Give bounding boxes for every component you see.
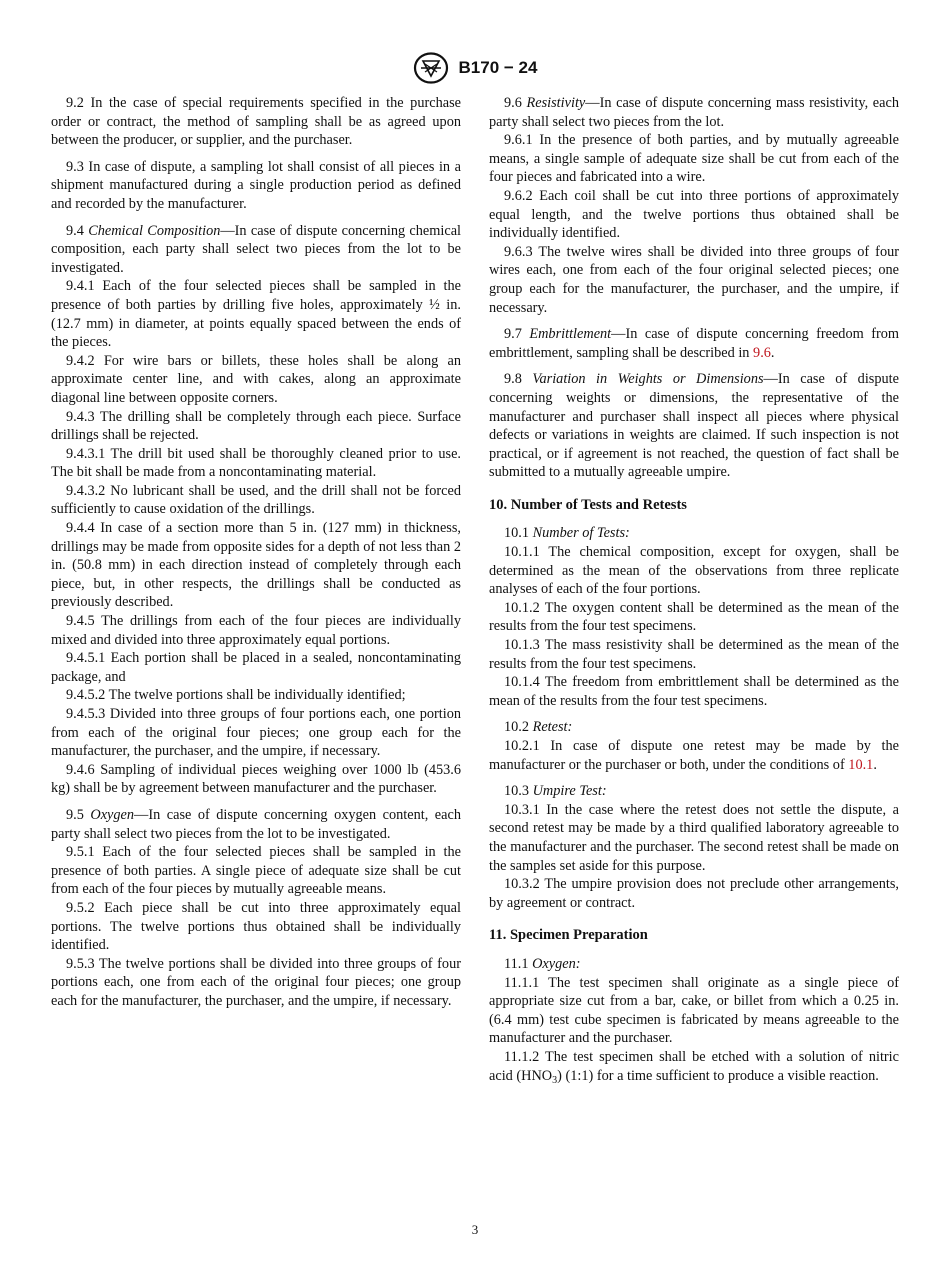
section-10-2-1: 10.2.1 In case of dispute one retest may be made by the manufacturer or the purchaser or both, under the conditions of 10.1. <box>489 738 899 773</box>
section-9-4-3: 9.4.3 The drilling shall be completely through each piece. Surface drillings shall be rejected. <box>51 408 461 444</box>
section-9-5-1: 9.5.1 Each of the four selected pieces shall be sampled in the presence of both parties. A single piece of adequate size shall be cut from each of the four pieces by mutually agreeable means. <box>51 844 461 898</box>
section-11-1: 11.1 Oxygen: <box>504 955 581 972</box>
standard-designation: B170 − 24 <box>458 58 538 77</box>
section-9-4-1: 9.4.1 Each of the four selected pieces shall be sampled in the presence of both parties by drilling five holes, approximately ½ in. (12.7 mm) in diameter, at points equally spaced between the ends of the pieces. <box>51 278 461 351</box>
section-10-2: 10.2 Retest: <box>504 719 573 736</box>
section-9-5: 9.5 Oxygen—In case of dispute concerning oxygen content, each party shall select two pieces from the lot to be investigated. <box>51 806 461 842</box>
left-column <box>51 94 461 1011</box>
section-title: Chemical Composition <box>88 222 221 239</box>
page-number: 3 <box>471 1222 479 1237</box>
section-9-4-5: 9.4.5 The drillings from each of the four pieces are individually mixed and divided into three approximately equal portions. <box>51 613 461 648</box>
section-9-4-5-2: 9.4.5.2 The twelve portions shall be individually identified; <box>66 687 406 704</box>
section-10-1-2: 10.1.2 The oxygen content shall be determined as the mean of the results from the four test specimens. <box>489 599 899 635</box>
section-9-6-1: 9.6.1 In the presence of both parties, and by mutually agreeable means, a single sample of adequate size shall be cut from each of the four pieces and fabricated into a wire. <box>489 132 899 186</box>
section-10-1-3: 10.1.3 The mass resistivity shall be determined as the mean of the results from the four test specimens. <box>489 637 899 672</box>
section-11-1-2: 11.1.2 The test specimen shall be etched with a solution of nitric acid $(HNO_3)$ (1:1) for a time sufficient to produce a visible reaction. <box>489 1048 899 1086</box>
section-9-4-6: 9.4.6 Sampling of individual pieces weighing over 1000 lb (453.6 kg) shall be by agreement between manufacturer and the purchaser. <box>51 761 461 797</box>
section-9-4-5-3: 9.4.5.3 Divided into three groups of four portions each, one portion from each of the original four pieces; one group each for the manufacturer, the purchaser, and the umpire, if necessary. <box>51 706 461 760</box>
section-title: Variation in Weights or Dimensions <box>532 371 764 388</box>
section-title: Oxygen <box>90 806 135 823</box>
cross-reference-link[interactable]: 9.6 <box>753 344 771 361</box>
section-10-1-4: 10.1.4 The freedom from embrittlement shall be determined as the mean of the results from the four test specimens. <box>489 674 899 709</box>
section-heading-11: 11. Specimen Preparation <box>489 927 648 944</box>
right-column <box>489 94 899 1085</box>
section-9-5-3: 9.5.3 The twelve portions shall be divided into three groups of four portions each, one from each of the original four pieces; one group each for the manufacturer, the purchaser, and the umpire, if necessary. <box>51 955 461 1009</box>
page-header <box>0 52 950 84</box>
section-title: Resistivity <box>526 95 586 111</box>
section-heading-10: 10. Number of Tests and Retests <box>489 496 687 513</box>
section-9-4-3-2: 9.4.3.2 No lubricant shall be used, and the drill shall not be forced sufficiently to cause oxidation of the drillings. <box>51 482 461 518</box>
section-10-1: 10.1 Number of Tests: <box>504 525 630 542</box>
section-9-8: 9.8 Variation in Weights or Dimensions—In case of dispute concerning weights or dimensions, the representative of the manufacturer and purchaser shall inspect all pieces where physical defects or variations in weights are claimed. If such inspection is not practical, or if agreement is not reached, the question of fact shall be submitted to a mutually agreeable umpire. <box>489 371 899 481</box>
section-9-3: 9.3 In case of dispute, a sampling lot shall consist of all pieces in a shipment manufactured during a single production period as defined and recorded by the manufacturer. <box>51 158 461 212</box>
section-9-6: 9.6 Resistivity—In case of dispute concerning mass resistivity, each party shall select two pieces from the lot. <box>489 95 899 130</box>
section-9-5-2: 9.5.2 Each piece shall be cut into three approximately equal portions. The twelve portions thus obtained shall be individually identified. <box>51 899 461 954</box>
astm-logo-icon <box>413 52 449 84</box>
section-9-4-5-1: 9.4.5.1 Each portion shall be placed in a sealed, noncontaminating package, and <box>51 650 461 685</box>
section-title: Embrittlement <box>529 326 612 343</box>
section-9-2: 9.2 In the case of special requirements specified in the purchase order or contract, the method of sampling shall be as agreed upon between the producer, or supplier, and the purchaser. <box>51 95 461 149</box>
section-9-4-3-1: 9.4.3.1 The drill bit used shall be thoroughly cleaned prior to use. The bit shall be made from a noncontaminating material. <box>51 445 461 481</box>
section-9-4-2: 9.4.2 For wire bars or billets, these holes shall be along an approximate center line, and with cakes, along an approximate diagonal line between opposite corners. <box>51 352 461 406</box>
cross-reference-link[interactable]: 10.1 <box>848 756 874 773</box>
section-11-1-1: 11.1.1 The test specimen shall originate as a single piece of appropriate size cut from a bar, cake, or billet from which a 0.25 in. (6.4 mm) test cube specimen is fabricated by means agreeable to the manufacturer and the purchaser. <box>489 974 899 1047</box>
section-9-4-4: 9.4.4 In case of a section more than 5 in. (127 mm) in thickness, drillings may be made from opposite sides for a depth of not less than 2 in. (50.8 mm) in each direction instead of completely through each piece, but, in other respects, the drillings shall be conducted as previously described. <box>51 520 461 611</box>
section-9-6-2: 9.6.2 Each coil shall be cut into three portions of approximately equal length, and the twelve portions thus obtained shall be individually identified. <box>489 187 899 242</box>
section-10-3-1: 10.3.1 In the case where the retest does not settle the dispute, a second retest may be made by a third qualified laboratory agreeable to the manufacturer and the purchaser. The second retest shall be made on the samples set aside for this purpose. <box>489 801 899 874</box>
section-9-6-3: 9.6.3 The twelve wires shall be divided into three groups of four wires each, one from each of the four original selected pieces; one group each for the manufacturer, the purchaser, and the umpire, if necessary. <box>489 243 899 316</box>
section-9-7: 9.7 Embrittlement—In case of dispute concerning freedom from embrittlement, sampling shall be described in 9.6. <box>489 326 899 361</box>
section-9-4: 9.4 Chemical Composition—In case of dispute concerning chemical composition, each party shall select two pieces from the lot to be investigated. <box>51 222 462 276</box>
section-10-3: 10.3 Umpire Test: <box>504 783 607 800</box>
section-10-3-2: 10.3.2 The umpire provision does not preclude other arrangements, by agreement or contract. <box>489 876 899 911</box>
section-10-1-1: 10.1.1 The chemical composition, except for oxygen, shall be determined as the mean of the observations from three replicate analyses of each of the four portions. <box>489 544 899 598</box>
